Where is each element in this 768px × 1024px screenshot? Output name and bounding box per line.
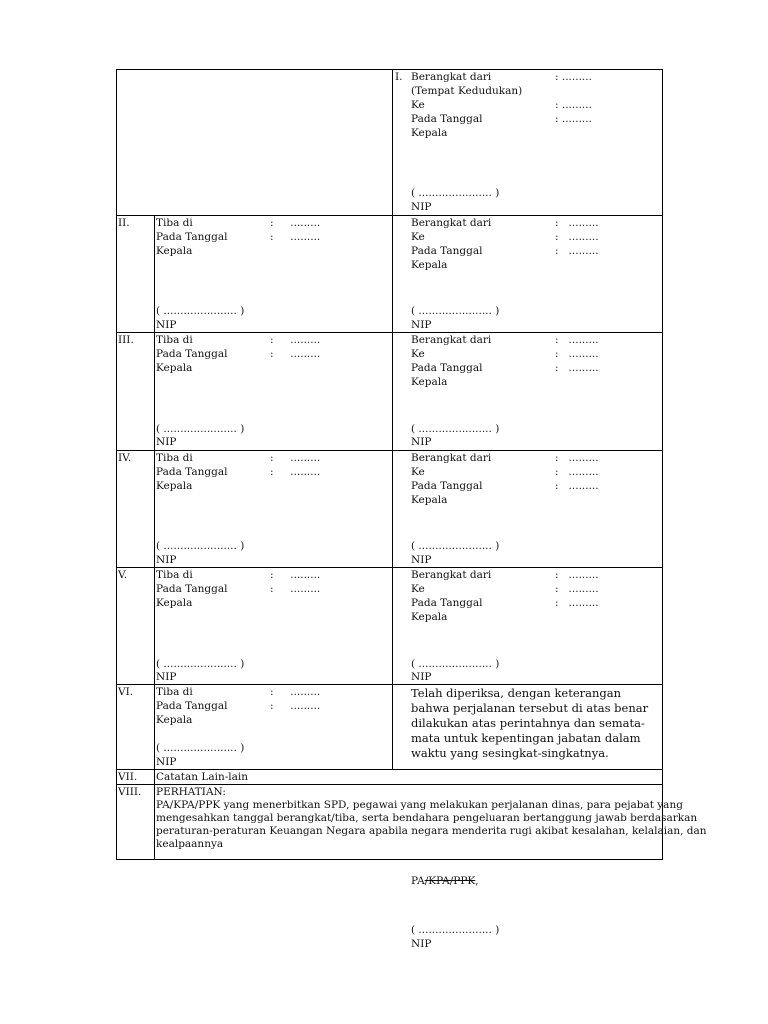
attention-title: PERHATIAN:	[156, 786, 226, 798]
section-numeral: II.	[118, 217, 130, 229]
field-value: : .........	[555, 362, 599, 374]
field-label: Pada Tanggal	[411, 362, 483, 374]
field-value: : .........	[270, 569, 321, 581]
field-label: Berangkat dari	[411, 569, 492, 581]
role-comma: ,	[475, 875, 479, 887]
field-label: Kepala	[156, 245, 193, 257]
nip-label: NIP	[411, 938, 432, 950]
signature-line: ( ...................... )	[411, 924, 500, 936]
field-value: : .........	[270, 686, 321, 698]
field-value: : .........	[555, 348, 599, 360]
section-numeral: V.	[118, 569, 128, 581]
field-label: Pada Tanggal	[156, 700, 228, 712]
border-left	[116, 69, 117, 860]
field-label: Kepala	[156, 362, 193, 374]
field-value: : .........	[555, 583, 599, 595]
field-value: : .........	[270, 452, 321, 464]
nip-label: NIP	[156, 756, 177, 768]
section-numeral: VII.	[118, 771, 138, 783]
field-value: : .........	[555, 569, 599, 581]
field-value: : .........	[270, 217, 321, 229]
divider-numeral	[154, 215, 155, 860]
nip-label: NIP	[411, 436, 432, 448]
field-label: Pada Tanggal	[411, 480, 483, 492]
section-numeral: VIII.	[118, 786, 142, 798]
nip-label: NIP	[411, 671, 432, 683]
field-value: : .........	[270, 334, 321, 346]
field-label: Pada Tanggal	[156, 466, 228, 478]
field-value: : .........	[555, 217, 599, 229]
section-numeral: IV.	[118, 452, 132, 464]
field-label: Berangkat dari	[411, 71, 492, 83]
field-value: : .........	[270, 700, 321, 712]
field-label: Tiba di	[156, 217, 193, 229]
field-label: Pada Tanggal	[411, 597, 483, 609]
signature-line: ( ...................... )	[411, 305, 500, 317]
border-bottom	[116, 859, 663, 860]
notes-label: Catatan Lain-lain	[156, 771, 248, 783]
field-label: Berangkat dari	[411, 334, 492, 346]
field-label: Pada Tanggal	[156, 348, 228, 360]
field-value: : .........	[555, 99, 592, 111]
field-label: Tiba di	[156, 334, 193, 346]
field-label: Ke	[411, 583, 425, 595]
row-line-5	[116, 684, 663, 685]
section-numeral: I.	[395, 71, 403, 83]
nip-label: NIP	[411, 201, 432, 213]
field-label: Berangkat dari	[411, 217, 492, 229]
field-value: : .........	[555, 597, 599, 609]
attention-line: kealpaannya	[156, 838, 224, 850]
field-value: : .........	[555, 71, 592, 83]
field-value: : .........	[270, 348, 321, 360]
field-label: (Tempat Kedudukan)	[411, 85, 523, 97]
nip-label: NIP	[411, 554, 432, 566]
signature-line: ( ...................... )	[156, 658, 245, 670]
field-value: : .........	[270, 231, 321, 243]
field-label: Ke	[411, 231, 425, 243]
divider-middle	[392, 69, 393, 770]
field-label: Pada Tanggal	[411, 245, 483, 257]
field-label: Ke	[411, 466, 425, 478]
field-label: Kepala	[411, 376, 448, 388]
signature-line: ( ...................... )	[411, 187, 500, 199]
field-label: Tiba di	[156, 686, 193, 698]
signature-line: ( ...................... )	[411, 540, 500, 552]
attention-line: mengesahkan tanggal berangkat/tiba, serta bendahara pengeluaran bertanggung jawab berdasarkan	[156, 812, 698, 824]
field-label: Kepala	[156, 480, 193, 492]
field-value: : .........	[555, 466, 599, 478]
field-label: Ke	[411, 348, 425, 360]
signature-line: ( ...................... )	[156, 540, 245, 552]
field-value: : .........	[555, 245, 599, 257]
field-label: Tiba di	[156, 452, 193, 464]
border-right	[662, 69, 663, 860]
field-value: : .........	[270, 583, 321, 595]
signature-line: ( ...................... )	[156, 742, 245, 754]
signature-line: ( ...................... )	[156, 305, 245, 317]
section-numeral: VI.	[118, 686, 134, 698]
nip-label: NIP	[411, 319, 432, 331]
field-label: Pada Tanggal	[156, 231, 228, 243]
role-struck: /KPA/PPK	[424, 875, 476, 887]
section-numeral: III.	[118, 334, 134, 346]
nip-label: NIP	[156, 319, 177, 331]
field-value: : .........	[555, 334, 599, 346]
field-label: Ke	[411, 99, 425, 111]
field-value: : .........	[555, 231, 599, 243]
attention-line: peraturan-peraturan Keuangan Negara apabila negara menderita rugi akibat kesalahan, kelalaian, dan	[156, 825, 707, 837]
field-label: Kepala	[156, 714, 193, 726]
verification-statement: Telah diperiksa, dengan keterangan bahwa perjalanan tersebut di atas benar dilakukan atas perintahnya dan semata-mata untuk kepentingan jabatan dalam waktu yang sesingkat-singkatnya.	[411, 686, 649, 760]
signature-line: ( ...................... )	[411, 658, 500, 670]
nip-label: NIP	[156, 554, 177, 566]
field-label: Kepala	[156, 597, 193, 609]
field-label: Berangkat dari	[411, 452, 492, 464]
nip-label: NIP	[156, 671, 177, 683]
role-pa: PA	[411, 875, 425, 887]
nip-label: NIP	[156, 436, 177, 448]
official-role	[411, 874, 479, 888]
field-label: Kepala	[411, 127, 448, 139]
field-label: Pada Tanggal	[156, 583, 228, 595]
field-label: Tiba di	[156, 569, 193, 581]
field-label: Kepala	[411, 611, 448, 623]
attention-line: PA/KPA/PPK yang menerbitkan SPD, pegawai yang melakukan perjalanan dinas, para pejabat yang	[156, 799, 683, 811]
signature-line: ( ...................... )	[156, 423, 245, 435]
field-label: Kepala	[411, 494, 448, 506]
field-value: : .........	[555, 113, 592, 125]
field-value: : .........	[555, 452, 599, 464]
field-value: : .........	[555, 480, 599, 492]
field-label: Kepala	[411, 259, 448, 271]
field-value: : .........	[270, 466, 321, 478]
signature-line: ( ...................... )	[411, 423, 500, 435]
field-label: Pada Tanggal	[411, 113, 483, 125]
